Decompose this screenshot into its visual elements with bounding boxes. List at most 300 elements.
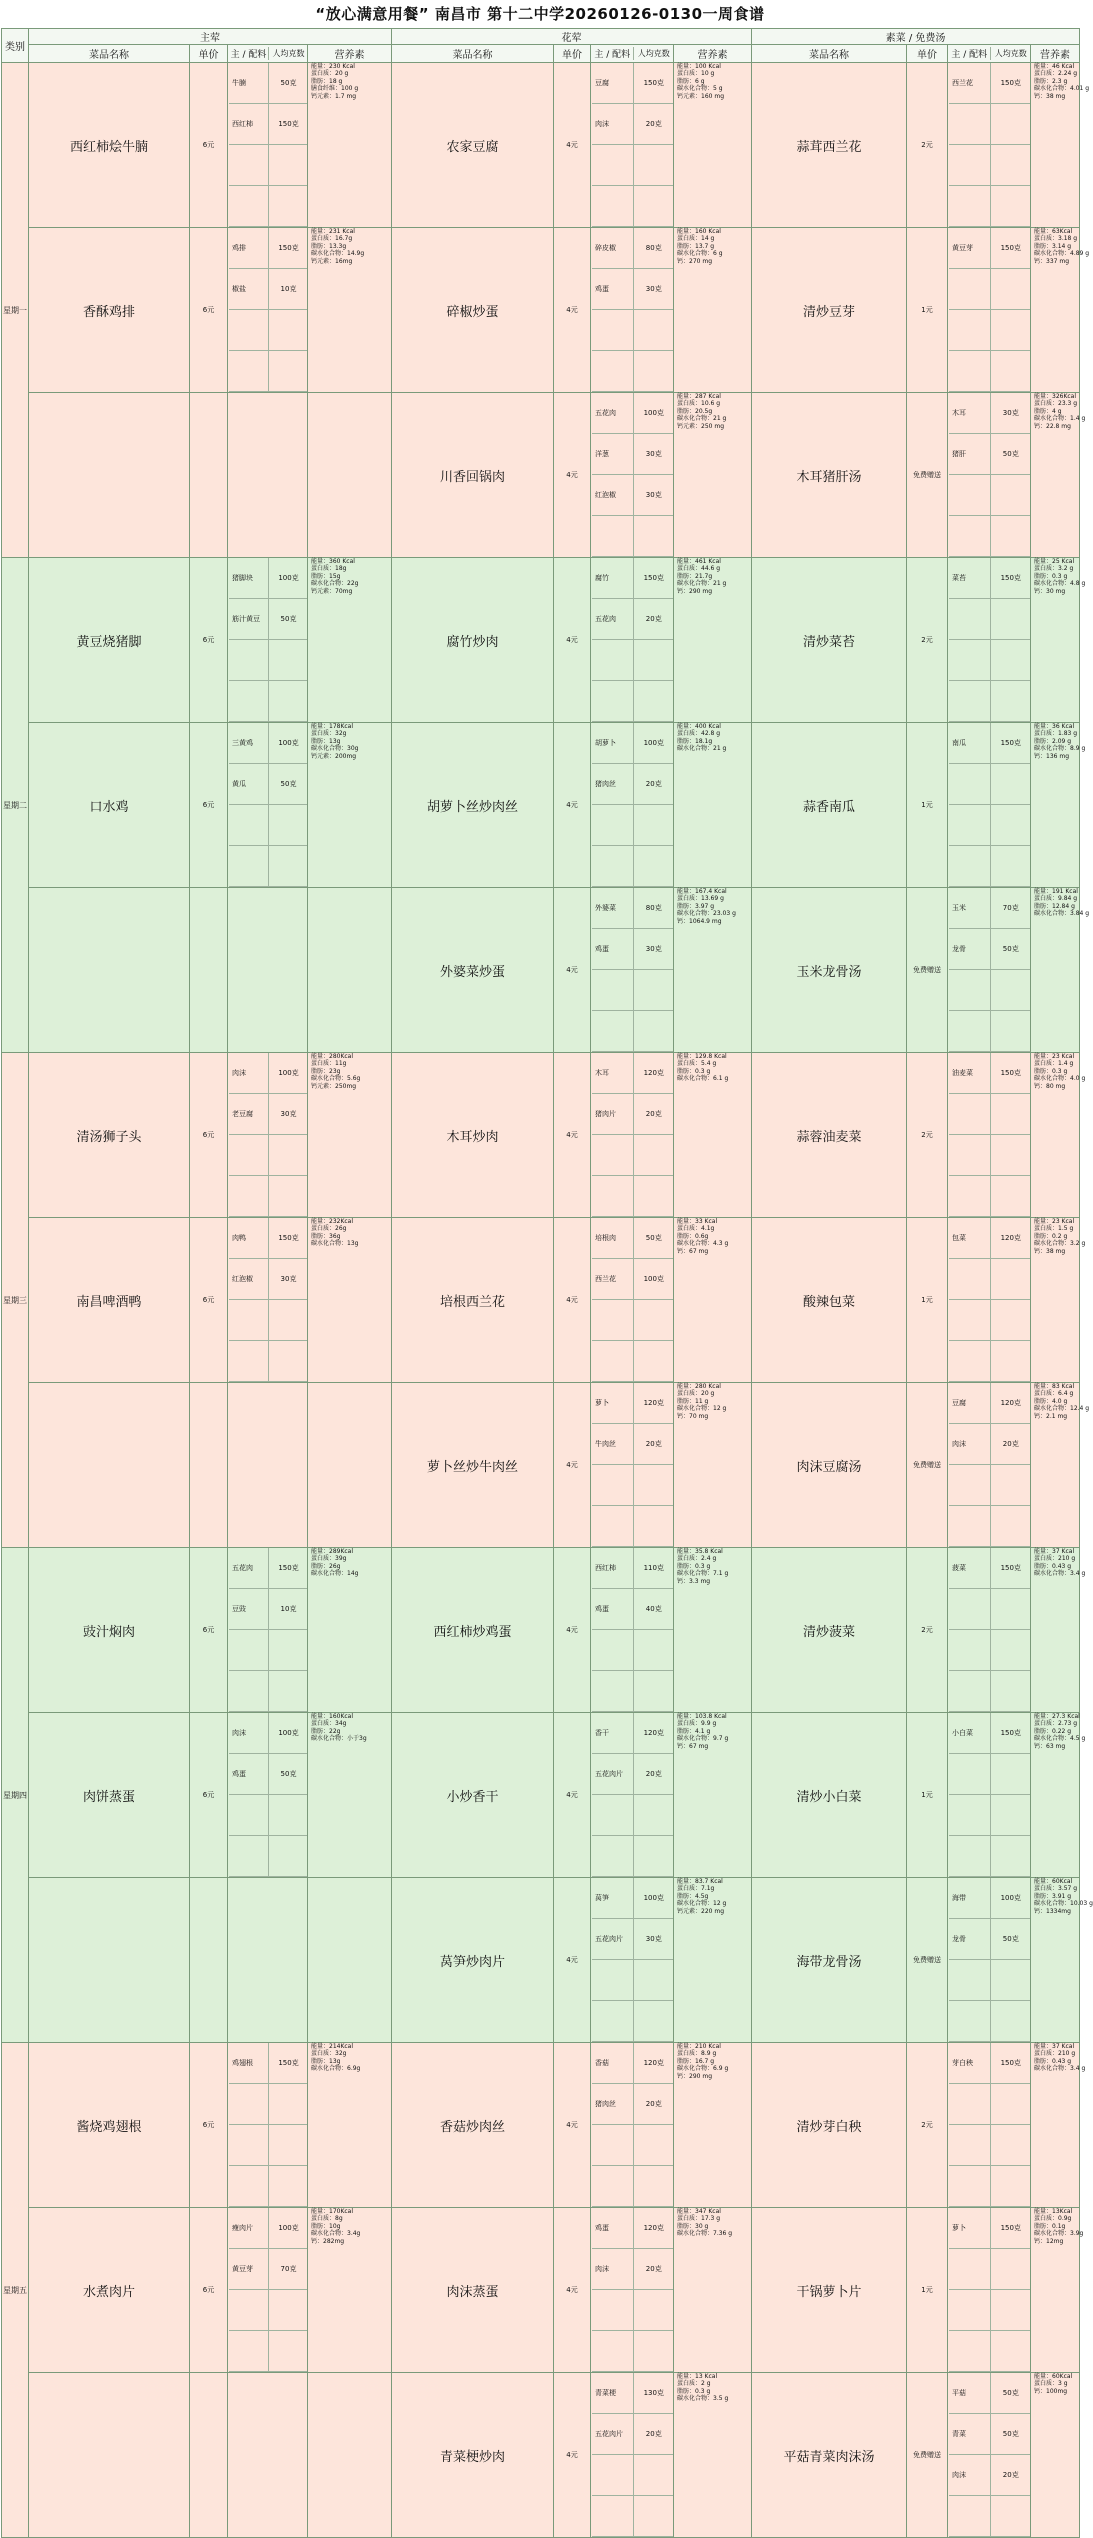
menu-row (2, 1383, 1080, 1548)
ingredient-name: 鸡蛋 (229, 1754, 269, 1795)
ingredient-amount: 150克 (990, 558, 1031, 599)
nutrition-line: 钙：30 mg (1034, 587, 1066, 595)
dish-ingredients (591, 558, 674, 723)
ingredient-amount (990, 846, 1031, 887)
ingredient-name (949, 516, 990, 557)
dish-ingredients (591, 2208, 674, 2373)
dish-name: 培根西兰花 (392, 1218, 554, 1383)
ingredient-name (949, 1011, 990, 1052)
ingredient-amount (269, 2166, 309, 2207)
ingredient-name (949, 186, 990, 227)
nutrition-line: 能量：170Kcal (311, 2208, 354, 2215)
ingredient-name-header: 主 / 配料 (229, 47, 269, 60)
dish-price: 4元 (554, 558, 591, 723)
ingredient-name-header: 主 / 配料 (592, 47, 633, 60)
ingredient-amount: 120克 (990, 1383, 1031, 1424)
nutrition-line: 碳水化合物：30g (311, 745, 359, 753)
ingredient-name: 鸡排 (229, 228, 269, 269)
ingredient-name (229, 1300, 269, 1341)
ingredient-amount (269, 2331, 309, 2372)
nutrition-line: 碳水化合物：3.9g (1034, 2230, 1084, 2238)
dish-name: 清炒豆芽 (752, 228, 907, 393)
nutrition-line: 脂肪：13.7 g (677, 242, 715, 250)
menu-row (2, 888, 1080, 1053)
ingredient-name: 西兰花 (949, 63, 990, 104)
ingredient-name (949, 2084, 990, 2125)
dish-name: 海带龙骨汤 (752, 1878, 907, 2043)
ingredient-name: 牛肉丝 (592, 1424, 633, 1465)
nutrition-line: 碳水化合物：21 g (677, 415, 727, 423)
nutrition-line: 钙元素：70mg (311, 587, 353, 595)
nutrition-line: 钙：38 mg (1034, 1247, 1066, 1255)
ingredient-amount (633, 351, 674, 392)
dish-nutrition (308, 1548, 392, 1713)
dish-price: 1元 (907, 1218, 948, 1383)
ingredient-name: 洋葱 (592, 434, 633, 475)
nutrition-line: 能量：289Kcal (311, 1548, 354, 1555)
nutrition-line: 能量：60Kcal (1034, 1878, 1073, 1885)
dish-ingredients (948, 1713, 1031, 1878)
ingredient-amount: 50克 (269, 599, 309, 640)
ingredient-name (229, 186, 269, 227)
ingredient-amount: 150克 (269, 228, 309, 269)
dish-name: 西红柿烩牛腩 (29, 63, 190, 228)
ingredient-name (949, 1094, 990, 1135)
nutrition-line: 碳水化合物：5.6g (311, 1075, 361, 1083)
ingredient-amount (633, 2290, 674, 2331)
ingredient-name (949, 846, 990, 887)
ingredient-amount (990, 2125, 1031, 2166)
nutrition-line: 蛋白质：2 g (677, 2380, 711, 2388)
section-header-main: 主荤 (29, 29, 392, 45)
nutrition-line: 蛋白质：18g (311, 565, 347, 573)
nutrition-line: 蛋白质：8g (311, 2215, 343, 2223)
dish-price: 6元 (190, 1053, 228, 1218)
per-person-header: 人均克数 (272, 49, 305, 58)
ingredient-name: 木耳 (949, 393, 990, 434)
dish-nutrition (1031, 888, 1090, 1053)
nutrition-line: 蛋白质：13.69 g (677, 895, 724, 903)
ingredient-name (949, 1300, 990, 1341)
ingredient-name (592, 1795, 633, 1836)
ingredient-name (949, 145, 990, 186)
dish-price: 4元 (554, 1548, 591, 1713)
nutrition-line: 脂肪：2.3 g (1034, 77, 1068, 85)
nutrition-line: 能量：36 Kcal (1034, 723, 1075, 730)
ingredient-name: 豆豉 (229, 1589, 269, 1630)
ingredient-amount: 100克 (269, 1713, 309, 1754)
ingredient-name (949, 1754, 990, 1795)
ingredient-name (229, 2331, 269, 2372)
nutrition-line: 蛋白质：20 g (311, 70, 349, 78)
menu-row (2, 558, 1080, 723)
dish-nutrition (1031, 1878, 1093, 2043)
ingredient-name: 肉沫 (949, 1424, 990, 1465)
ingredient-amount: 100克 (990, 1878, 1031, 1919)
dish-ingredients (228, 1878, 308, 2043)
dish-ingredients (228, 1713, 308, 1878)
dish-price: 4元 (554, 2043, 591, 2208)
ingredient-name: 鸡蛋 (592, 1589, 633, 1630)
ingredient-name: 黄瓜 (229, 764, 269, 805)
ingredient-name (592, 1836, 633, 1877)
nutrition-line: 蛋白质：2.24 g (1034, 70, 1078, 78)
nutrition-line: 蛋白质：32g (311, 730, 347, 738)
ingredient-amount (990, 2166, 1031, 2207)
ingredient-name: 肉沫 (229, 1053, 269, 1094)
ingredient-name: 龙骨 (949, 1919, 990, 1960)
page-title: “放心满意用餐” 南昌市 第十二中学20260126-0130一周食谱 (315, 5, 765, 23)
section-header-veg: 素菜 / 免费汤 (752, 29, 1080, 45)
ingredient-name (592, 516, 633, 557)
nutrition-line: 蛋白质：10.6 g (677, 400, 721, 408)
dish-ingredients (228, 558, 308, 723)
dish-name: 清炒小白菜 (752, 1713, 907, 1878)
ingredient-amount (633, 2125, 674, 2166)
ingredient-amount: 10克 (269, 269, 309, 310)
ingredient-name: 碎皮椒 (592, 228, 633, 269)
nutrition-line: 脂肪：36g (311, 1232, 341, 1240)
nutrition-line: 蛋白质：16.7g (311, 235, 353, 243)
dish-price: 6元 (190, 1713, 228, 1878)
ingredient-name (949, 599, 990, 640)
nutrition-line: 碳水化合物：3.2 g (1034, 1240, 1086, 1248)
menu-row (2, 1548, 1080, 1713)
dish-ingredients (948, 63, 1031, 228)
ingredient-amount (633, 1506, 674, 1547)
ingredient-amount (633, 186, 674, 227)
menu-row (2, 228, 1080, 393)
dish-ingredients (228, 1053, 308, 1218)
nutrition-line: 脂肪：4 g (1034, 407, 1062, 415)
dish-name: 川香回锅肉 (392, 393, 554, 558)
ingredient-amount: 100克 (269, 1053, 309, 1094)
ingredient-amount (990, 1630, 1031, 1671)
nutrition-line: 能量：60Kcal (1034, 2373, 1073, 2380)
dish-price: 1元 (907, 1713, 948, 1878)
dish-name: 肉沫蒸蛋 (392, 2208, 554, 2373)
ingredient-amount: 30克 (990, 393, 1031, 434)
nutrition-line: 碳水化合物：9.7 g (677, 1735, 729, 1743)
ingredient-amount (990, 1011, 1031, 1052)
dish-name: 小炒香干 (392, 1713, 554, 1878)
ingredient-name (229, 1630, 269, 1671)
ingredient-name: 鸡蛋 (592, 269, 633, 310)
menu-row (2, 1053, 1080, 1218)
ingredient-name: 牛腩 (229, 63, 269, 104)
dish-ingredients (228, 393, 308, 558)
ingredient-name (949, 681, 990, 722)
ingredient-name: 老豆腐 (229, 1094, 269, 1135)
ingredient-amount (990, 681, 1031, 722)
nutrition-line: 脂肪：21.7g (677, 572, 713, 580)
dish-ingredients (591, 228, 674, 393)
nutrition-line: 脂肪：2.09 g (1034, 737, 1072, 745)
ingredient-name (592, 846, 633, 887)
ingredient-name (949, 1960, 990, 2001)
dish-name: 南昌啤酒鸭 (29, 1218, 190, 1383)
menu-row (2, 1713, 1080, 1878)
dish-ingredients (948, 1053, 1031, 1218)
dish-nutrition (1031, 1218, 1086, 1383)
dish-name: 豉汁焖肉 (29, 1548, 190, 1713)
ingredient-amount: 110克 (633, 1548, 674, 1589)
menu-row (2, 723, 1080, 888)
dish-ingredients (228, 1383, 308, 1548)
ingredient-name: 玉米 (949, 888, 990, 929)
nutrition-line: 脂肪：0.43 g (1034, 2057, 1072, 2065)
nutrition-line: 能量：461 Kcal (677, 558, 721, 565)
ingredient-name: 香干 (592, 1713, 633, 1754)
ingredient-name (949, 1589, 990, 1630)
dish-name (29, 1878, 190, 2043)
ingredient-name (229, 681, 269, 722)
nutrition-line: 碳水化合物：4.01 g (1034, 85, 1090, 93)
ingredient-amount (990, 2001, 1031, 2042)
dish-nutrition (308, 1878, 392, 2043)
ingredient-name: 胡萝卜 (592, 723, 633, 764)
ingredient-amount (990, 516, 1031, 557)
ingredient-amount (633, 516, 674, 557)
dish-name (29, 888, 190, 1053)
nutrition-line: 蛋白质：44.6 g (677, 565, 721, 573)
ingredients-header-veg (948, 45, 1031, 63)
nutrition-line: 能量：287 Kcal (677, 393, 721, 400)
ingredient-amount (990, 1341, 1031, 1382)
dish-name (29, 393, 190, 558)
dish-price: 6元 (190, 1218, 228, 1383)
ingredient-name (229, 1341, 269, 1382)
ingredient-name: 鸡蛋 (592, 929, 633, 970)
ingredient-amount (633, 1671, 674, 1712)
dish-name: 酱烧鸡翅根 (29, 2043, 190, 2208)
ingredient-amount (269, 2125, 309, 2166)
nutrition-line: 蛋白质：10 g (677, 70, 715, 78)
ingredient-amount (633, 1960, 674, 2001)
dish-name: 肉沫豆腐汤 (752, 1383, 907, 1548)
ingredient-name (229, 2125, 269, 2166)
menu-row (2, 2043, 1080, 2208)
nutrition-line: 脂肪：0.6g (677, 1232, 709, 1240)
ingredient-amount: 50克 (269, 764, 309, 805)
dish-price: 2元 (907, 2043, 948, 2208)
dish-ingredients (948, 2373, 1031, 2538)
ingredient-amount (990, 970, 1031, 1011)
ingredient-name: 鸡翅根 (229, 2043, 269, 2084)
ingredient-amount: 20克 (633, 599, 674, 640)
ingredient-amount (269, 186, 309, 227)
nutrition-line: 蛋白质：5.4 g (677, 1060, 717, 1068)
category-header: 类别 (2, 29, 29, 63)
ingredient-amount (990, 1259, 1031, 1300)
dish-nutrition (674, 723, 752, 888)
nutrition-line: 碳水化合物：14g (311, 1570, 359, 1578)
nutrition-line: 能量：13Kcal (1034, 2208, 1073, 2215)
nutrition-line: 脂肪：3.91 g (1034, 1892, 1072, 1900)
nutrition-line: 碳水化合物：12 g (677, 1405, 727, 1413)
nutrition-line: 钙：63 mg (1034, 1742, 1066, 1750)
ingredient-amount (633, 310, 674, 351)
nutrition-line: 钙：100mg (1034, 2387, 1068, 2395)
ingredient-amount: 150克 (990, 2208, 1031, 2249)
ingredient-amount: 50克 (990, 2414, 1031, 2455)
dish-name: 木耳猪肝汤 (752, 393, 907, 558)
per-person-header: 人均克数 (637, 49, 670, 58)
ingredient-amount: 150克 (990, 1713, 1031, 1754)
nutrition-line: 碳水化合物：12.4 g (1034, 1405, 1090, 1413)
dish-nutrition (1031, 393, 1086, 558)
nutrition-line: 碳水化合物：14.9g (311, 250, 365, 258)
nutrition-line: 钙：2.1 mg (1034, 1412, 1068, 1420)
dish-ingredients (228, 2208, 308, 2373)
per-person-header: 人均克数 (994, 49, 1027, 58)
ingredient-amount: 100克 (269, 723, 309, 764)
ingredient-amount: 50克 (269, 63, 309, 104)
ingredient-name (592, 640, 633, 681)
ingredient-amount: 150克 (633, 558, 674, 599)
ingredient-amount (990, 1300, 1031, 1341)
ingredient-name (229, 805, 269, 846)
nutrition-line: 碳水化合物：小于3g (311, 1735, 367, 1743)
ingredient-amount (633, 2166, 674, 2207)
ingredient-amount (633, 2331, 674, 2372)
ingredient-amount (633, 805, 674, 846)
nutrition-line: 钙：12mg (1034, 2237, 1064, 2245)
ingredient-name: 五花肉 (592, 393, 633, 434)
menu-row (2, 1878, 1080, 2043)
ingredient-name (592, 970, 633, 1011)
dish-nutrition (1031, 2208, 1084, 2373)
ingredient-name (949, 351, 990, 392)
ingredient-amount (990, 1960, 1031, 2001)
nutrition-line: 钙：1064.9 mg (677, 917, 722, 925)
dish-name: 西红柿炒鸡蛋 (392, 1548, 554, 1713)
nutrition-line: 脂肪：0.43 g (1034, 1562, 1072, 1570)
ingredient-name (949, 1630, 990, 1671)
ingredient-name: 五花肉 (229, 1548, 269, 1589)
dish-ingredients (228, 723, 308, 888)
day-label: 星期五 (2, 2043, 29, 2538)
dish-ingredients (591, 1053, 674, 1218)
ingredient-name (229, 145, 269, 186)
ingredient-name (229, 1135, 269, 1176)
ingredient-name (592, 1506, 633, 1547)
ingredient-name (592, 2001, 633, 2042)
dish-ingredients (948, 558, 1031, 723)
nutrition-line: 能量：326Kcal (1034, 393, 1077, 400)
ingredient-amount: 150克 (269, 2043, 309, 2084)
dish-ingredients (591, 1878, 674, 2043)
dish-nutrition (674, 2373, 752, 2538)
ingredient-name: 油麦菜 (949, 1053, 990, 1094)
nutrition-line: 蛋白质：3.57 g (1034, 1885, 1078, 1893)
ingredient-name (229, 640, 269, 681)
ingredient-name: 肉鸭 (229, 1218, 269, 1259)
ingredient-name: 猪肉丝 (592, 764, 633, 805)
dish-name: 莴笋炒肉片 (392, 1878, 554, 2043)
nutrition-line: 脂肪：12.84 g (1034, 902, 1075, 910)
nutrition-line: 能量：280Kcal (311, 1053, 354, 1060)
ingredient-amount: 130克 (633, 2373, 674, 2414)
ingredients-header-main (228, 45, 308, 63)
nutrition-line: 蛋白质：1.5 g (1034, 1225, 1074, 1233)
dish-ingredients (591, 723, 674, 888)
nutrition-line: 钙：282mg (311, 2237, 345, 2245)
dish-price: 6元 (190, 558, 228, 723)
dish-ingredients (591, 888, 674, 1053)
ingredient-name: 西红柿 (592, 1548, 633, 1589)
dish-ingredients (591, 393, 674, 558)
ingredient-amount: 120克 (633, 1713, 674, 1754)
ingredient-amount (633, 1836, 674, 1877)
nutrition-line: 蛋白质：17.3 g (677, 2215, 721, 2223)
nutrition-line: 能量：400 Kcal (677, 723, 721, 730)
dish-ingredients (591, 1383, 674, 1548)
ingredient-amount: 30克 (269, 1259, 309, 1300)
dish-price: 2元 (907, 1548, 948, 1713)
nutrition-line: 碳水化合物：6.9 g (677, 2065, 729, 2073)
ingredient-amount: 120克 (990, 1218, 1031, 1259)
ingredient-amount (990, 2331, 1031, 2372)
nutrition-line: 碳水化合物：4.8 g (1034, 580, 1086, 588)
ingredient-name: 南瓜 (949, 723, 990, 764)
ingredient-name (949, 1795, 990, 1836)
dish-nutrition (674, 63, 752, 228)
ingredient-amount: 30克 (633, 1919, 674, 1960)
ingredient-amount: 150克 (990, 1548, 1031, 1589)
dish-price: 4元 (554, 1713, 591, 1878)
dish-ingredients (948, 1548, 1031, 1713)
ingredient-name: 青菜 (949, 2414, 990, 2455)
dish-price: 免费赠送 (907, 2373, 948, 2538)
dish-nutrition (308, 63, 392, 228)
ingredient-name: 肉沫 (949, 2455, 990, 2496)
nutrition-line: 蛋白质：34g (311, 1720, 347, 1728)
ingredient-name (949, 2125, 990, 2166)
dish-name: 口水鸡 (29, 723, 190, 888)
price-header-main: 单价 (190, 45, 228, 63)
nutrition-line: 能量：191 Kcal (1034, 888, 1078, 895)
nutrition-line: 脂肪：18 g (311, 77, 343, 85)
nutrition-line: 蛋白质：0.9g (1034, 2215, 1072, 2223)
nutrition-line: 能量：23 Kcal (1034, 1218, 1075, 1225)
dish-price: 4元 (554, 1053, 591, 1218)
nutrition-line: 钙：38 mg (1034, 92, 1066, 100)
nutrition-line: 钙元素：200mg (311, 752, 357, 760)
dish-ingredients (948, 723, 1031, 888)
ingredient-amount: 150克 (990, 228, 1031, 269)
nutrition-line: 脂肪：13g (311, 2057, 341, 2065)
nutrition-line: 钙元素：16mg (311, 257, 353, 265)
nutrition-line: 蛋白质：3.2 g (1034, 565, 1074, 573)
dish-nutrition (674, 1548, 752, 1713)
ingredient-name (592, 681, 633, 722)
ingredient-name (592, 1671, 633, 1712)
ingredient-name: 筋汁黄豆 (229, 599, 269, 640)
nutrition-line: 能量：178Kcal (311, 723, 354, 730)
dish-name: 干锅萝卜片 (752, 2208, 907, 2373)
dish-nutrition (674, 2208, 752, 2373)
ingredient-name (592, 1630, 633, 1671)
nutrition-line: 脂肪：30 g (677, 2222, 709, 2230)
nutrition-line: 能量：23 Kcal (1034, 1053, 1075, 1060)
ingredient-name: 萝卜 (949, 2208, 990, 2249)
ingredient-amount (990, 1094, 1031, 1135)
dish-nutrition (308, 228, 392, 393)
nutrition-line: 脂肪：20.5g (677, 407, 713, 415)
dish-name: 蒜香南瓜 (752, 723, 907, 888)
ingredient-amount: 100克 (269, 558, 309, 599)
